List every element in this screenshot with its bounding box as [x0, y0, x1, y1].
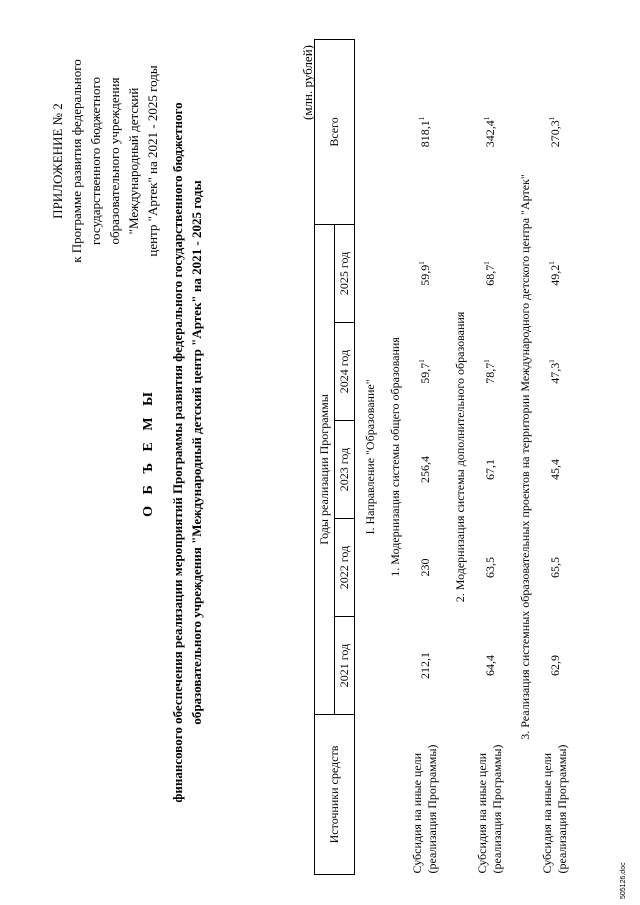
appendix-line: к Программе развития федерального: [69, 59, 84, 263]
value-cell: 230: [417, 558, 432, 577]
header-year: 2021 год: [335, 617, 355, 715]
source-line: (реализация Программы): [425, 744, 439, 874]
source-cell: [470, 715, 510, 875]
header-year: 2024 год: [335, 323, 355, 421]
table-row: [470, 39, 510, 874]
appendix-line: центр "Артек" на 2021 - 2025 годы: [145, 65, 160, 257]
header-year: 2025 год: [335, 224, 355, 322]
source-line: Субсидия на иные цели: [410, 752, 424, 874]
value-cell: 212,1: [417, 652, 432, 679]
appendix-line: "Международный детский: [126, 87, 141, 235]
total-cell: 342,4$^1$: [482, 116, 497, 148]
value-cell: 49,2$^1$: [547, 261, 562, 286]
document-title: О Б Ъ Е М Ы: [141, 388, 156, 517]
source-line: Субсидия на иные цели: [540, 752, 554, 874]
value-cell: 78,7$^1$: [482, 359, 497, 384]
value-cell: 45,4: [547, 459, 562, 480]
source-line: (реализация Программы): [555, 744, 569, 874]
value-cell: 64,4: [482, 655, 497, 676]
value-cell: 256,4: [417, 456, 432, 483]
value-cell: 67,1: [482, 459, 497, 480]
unit-label: (млн. рублей): [300, 45, 315, 120]
value-cell: 59,9$^1$: [417, 261, 432, 286]
direction-title: I. Направление "Образование": [363, 379, 377, 535]
header-year: 2022 год: [335, 519, 355, 617]
section-title: 2. Модернизация системы дополнительного образования: [453, 311, 467, 603]
value-cell: 68,7$^1$: [482, 261, 497, 286]
source-cell: [535, 715, 575, 875]
value-cell: 65,5: [547, 557, 562, 578]
funding-table: [314, 39, 575, 875]
header-source: Источники средств: [315, 715, 355, 875]
source-line: Субсидия на иные цели: [475, 752, 489, 874]
table-row: [535, 39, 575, 874]
subtitle-line: образовательного учреждения "Международный детский центр "Артек" на 2021 - 2025 годы: [189, 180, 204, 725]
document-subtitle: [168, 0, 206, 905]
total-cell: 270,3$^1$: [547, 116, 562, 148]
table-row: [405, 39, 445, 874]
header-year: 2023 год: [335, 421, 355, 519]
source-line: (реализация Программы): [490, 744, 504, 874]
value-cell: 63,5: [482, 557, 497, 578]
header-total: Всего: [315, 39, 355, 224]
source-cell: [405, 715, 445, 875]
section-title: 1. Модернизация системы общего образования: [388, 337, 402, 577]
header-years-group: Годы реализации Программы: [315, 224, 335, 714]
appendix-line: образовательного учреждения: [107, 77, 122, 245]
appendix-title: ПРИЛОЖЕНИЕ № 2: [50, 103, 65, 219]
section-title: 3. Реализация системных образовательных проектов на территории Международного детского центра "Артек": [518, 174, 532, 740]
file-name-footer: 505126.doc: [620, 862, 627, 899]
value-cell: 59,7$^1$: [417, 359, 432, 384]
value-cell: 62,9: [547, 655, 562, 676]
value-cell: 47,3$^1$: [547, 359, 562, 384]
appendix-line: государственного бюджетного: [88, 77, 103, 245]
total-cell: 818,1$^1$: [417, 116, 432, 148]
subtitle-line: финансового обеспечения реализации мероприятий Программы развития федерального государственного бюджетного: [170, 102, 185, 803]
